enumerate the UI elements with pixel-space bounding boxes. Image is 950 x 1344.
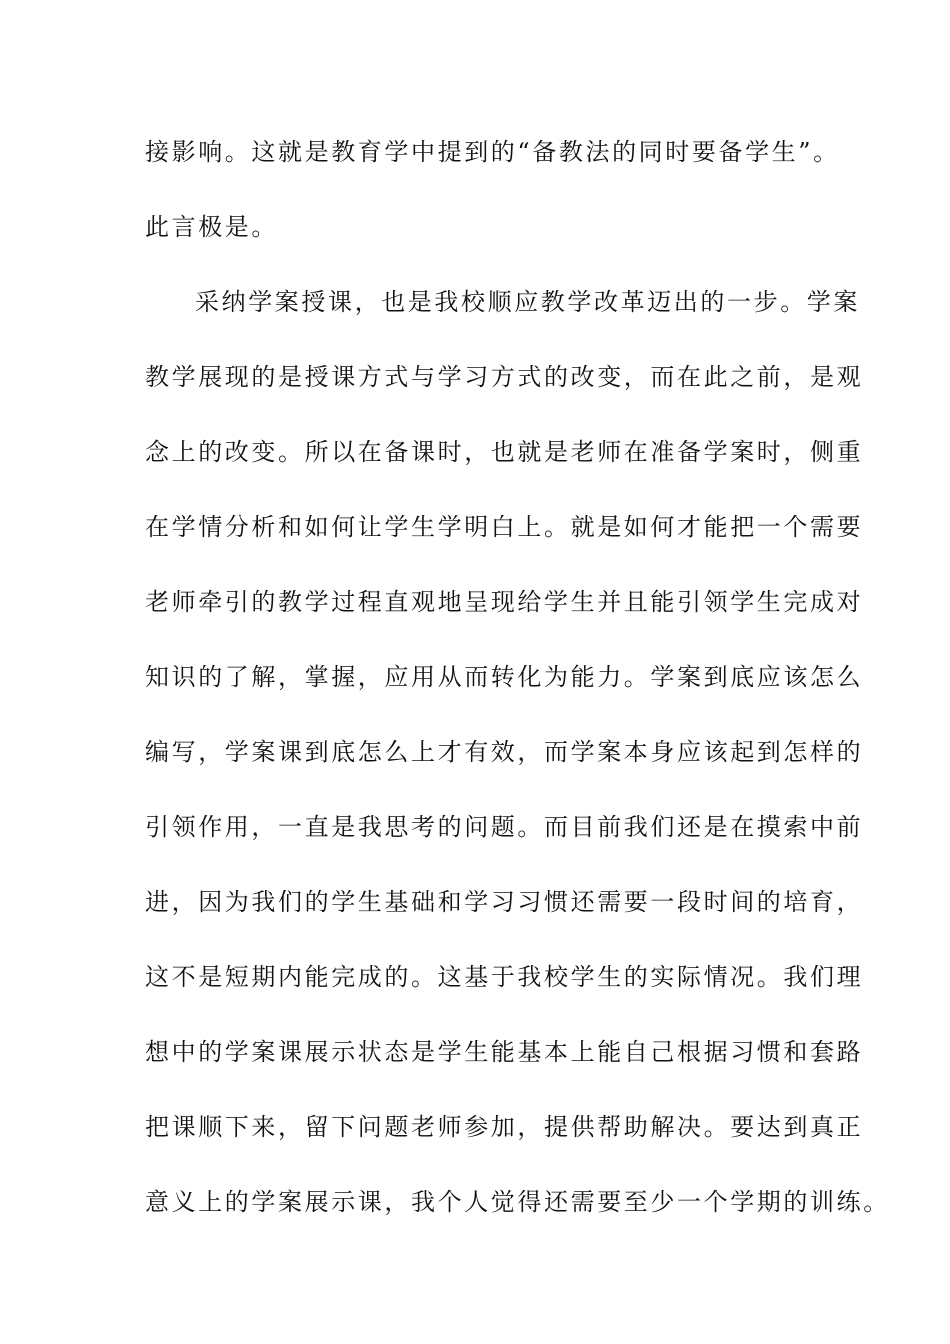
text-line: 想中的学案课展示状态是学生能基本上能自己根据习惯和套路 bbox=[145, 1038, 864, 1066]
text-line: 这不是短期内能完成的。这基于我校学生的实际情况。我们理 bbox=[145, 963, 864, 991]
text-line: 教学展现的是授课方式与学习方式的改变，而在此之前，是观 bbox=[145, 363, 864, 391]
text-line: 编写，学案课到底怎么上才有效，而学案本身应该起到怎样的 bbox=[145, 738, 864, 766]
text-line: 接影响。这就是教育学中提到的“备教法的同时要备学生”。 bbox=[145, 138, 840, 166]
text-line: 意义上的学案展示课，我个人觉得还需要至少一个学期的训练。 bbox=[145, 1188, 890, 1216]
text-line: 进，因为我们的学生基础和学习习惯还需要一段时间的培育， bbox=[145, 888, 864, 916]
paragraph-first-line: 采纳学案授课，也是我校顺应教学改革迈出的一步。学案 bbox=[195, 288, 860, 316]
text-line: 念上的改变。所以在备课时，也就是老师在准备学案时，侧重 bbox=[145, 438, 864, 466]
text-line: 引领作用，一直是我思考的问题。而目前我们还是在摸索中前 bbox=[145, 813, 864, 841]
text-line: 把课顺下来，留下问题老师参加，提供帮助解决。要达到真正 bbox=[145, 1113, 864, 1141]
text-line: 在学情分析和如何让学生学明白上。就是如何才能把一个需要 bbox=[145, 513, 864, 541]
text-line: 此言极是。 bbox=[145, 213, 278, 241]
text-line: 知识的了解，掌握，应用从而转化为能力。学案到底应该怎么 bbox=[145, 663, 864, 691]
text-line: 老师牵引的教学过程直观地呈现给学生并且能引领学生完成对 bbox=[145, 588, 864, 616]
